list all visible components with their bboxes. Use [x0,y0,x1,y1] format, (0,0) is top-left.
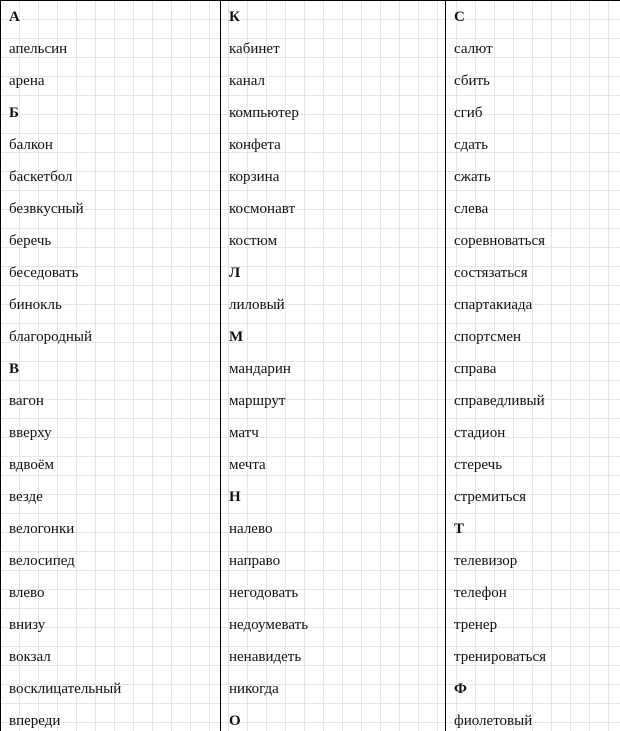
word-cell: салют [446,33,620,65]
word-cell: балкон [1,129,221,161]
word-cell: вагон [1,385,221,417]
word-cell: конфета [221,129,446,161]
word-cell: сгиб [446,97,620,129]
word-cell: тренер [446,609,620,641]
word-cell: апельсин [1,33,221,65]
word-cell: влево [1,577,221,609]
table-row [1,65,620,97]
word-cell: компьютер [221,97,446,129]
table-row [1,193,620,225]
word-cell: спортсмен [446,321,620,353]
word-cell: канал [221,65,446,97]
table-row [1,481,620,513]
word-cell: кабинет [221,33,446,65]
table-row [1,545,620,577]
word-cell: маршрут [221,385,446,417]
word-cell: ненавидеть [221,641,446,673]
table-row [1,513,620,545]
word-cell: матч [221,417,446,449]
table-row [1,385,620,417]
word-cell: справа [446,353,620,385]
word-cell: вокзал [1,641,221,673]
letter-heading: В [1,353,221,385]
table-row [1,673,620,705]
word-cell: состязаться [446,257,620,289]
table-row [1,257,620,289]
word-cell: никогда [221,673,446,705]
letter-heading: Л [221,257,446,289]
table-row [1,1,620,34]
word-cell: слева [446,193,620,225]
letter-heading: Б [1,97,221,129]
word-cell: восклицательный [1,673,221,705]
word-cell: безвкусный [1,193,221,225]
letter-heading: С [446,1,620,34]
table-row [1,225,620,257]
table-row [1,417,620,449]
word-cell: сжать [446,161,620,193]
word-cell: беречь [1,225,221,257]
letter-heading: Ф [446,673,620,705]
word-cell: недоумевать [221,609,446,641]
table-row [1,129,620,161]
word-cell: стеречь [446,449,620,481]
word-cell: соревноваться [446,225,620,257]
word-cell: сбить [446,65,620,97]
word-cell: корзина [221,161,446,193]
word-cell: велогонки [1,513,221,545]
table-row [1,353,620,385]
word-cell: справедливый [446,385,620,417]
word-cell: направо [221,545,446,577]
word-cell: мандарин [221,353,446,385]
word-cell: мечта [221,449,446,481]
table-row [1,97,620,129]
word-cell: костюм [221,225,446,257]
word-cell: вверху [1,417,221,449]
word-cell: стадион [446,417,620,449]
table-row [1,641,620,673]
word-cell: велосипед [1,545,221,577]
word-cell: лиловый [221,289,446,321]
letter-heading: К [221,1,446,34]
letter-heading: О [221,705,446,731]
table-row [1,289,620,321]
word-cell: арена [1,65,221,97]
letter-heading: Н [221,481,446,513]
word-cell: фиолетовый [446,705,620,731]
table-row [1,33,620,65]
table-row [1,705,620,731]
word-cell: налево [221,513,446,545]
word-cell: телевизор [446,545,620,577]
letter-heading: А [1,1,221,34]
table-row [1,321,620,353]
word-cell: впереди [1,705,221,731]
word-cell: спартакиада [446,289,620,321]
word-cell: негодовать [221,577,446,609]
vocabulary-table-body [1,1,620,731]
word-cell: телефон [446,577,620,609]
word-cell: баскетбол [1,161,221,193]
word-cell: вдвоём [1,449,221,481]
word-cell: благородный [1,321,221,353]
table-row [1,577,620,609]
letter-heading: Т [446,513,620,545]
letter-heading: М [221,321,446,353]
word-cell: бинокль [1,289,221,321]
table-row [1,609,620,641]
word-cell: сдать [446,129,620,161]
word-cell: беседовать [1,257,221,289]
word-cell: космонавт [221,193,446,225]
word-cell: внизу [1,609,221,641]
table-row [1,161,620,193]
word-cell: везде [1,481,221,513]
table-row [1,449,620,481]
word-cell: тренироваться [446,641,620,673]
word-cell: стремиться [446,481,620,513]
